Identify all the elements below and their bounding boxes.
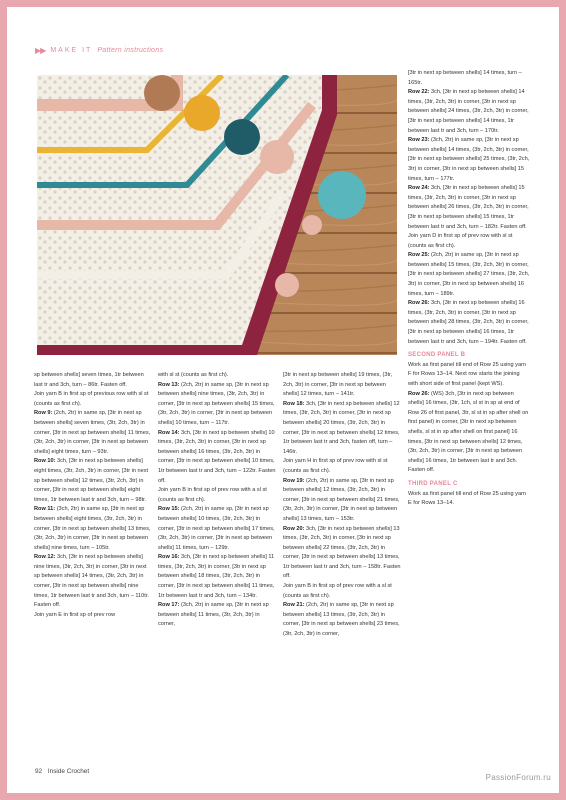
pattern-paragraph <box>34 371 152 390</box>
row-label: Row 17: <box>158 602 180 609</box>
row-text: (2ch, 2tr) in same sp, [3tr in next sp between shells] nine times, (3tr, 2ch, 3tr) in corner, [3tr in next sp between shells] 15 times, (3tr, 2ch, 3tr) in corner, [3tr in next sp between shells] 10 times, turn – 117tr. <box>158 381 275 426</box>
pattern-paragraph <box>158 505 276 553</box>
row-label: Row 14: <box>158 429 180 436</box>
page-header <box>35 43 163 57</box>
row-text: (2ch, 2tr) in same sp, [3tr in next sp between shells] seven times, (3tr, 2ch, 3tr) in corner, [3tr in next sp between shells] 11 times, (3tr, 2ch, 3tr) in corner, [3tr in next sp between shells] eight times, turn – 93tr. <box>34 410 151 455</box>
row-text: [3tr in next sp between shells] 14 times, turn – 165tr. <box>408 70 522 86</box>
section-heading: SECOND PANEL B <box>408 352 466 359</box>
row-text: 3ch, [3tr in next sp between shells] 15 times, (3tr, 2ch, 3tr) in corner, [3tr in next sp between shells] 26 times, (3tr, 2ch, 3tr) in corner, [3tr in next sp between shells] 15 times, 1tr between last tr and 3ch, turn – 182tr. Fasten off. <box>408 185 529 230</box>
pattern-paragraph <box>34 505 152 553</box>
blanket-illustration <box>37 75 397 355</box>
row-text: (3ch, 2tr) in same sp, [3tr in next sp between shells] eight times, (3tr, 2ch, 3tr) in corner, [3tr in next sp between shells] 13 times, (3tr, 2ch, 3tr) in corner, [3tr in next sp between shells] nine times, turn – 105tr. <box>34 506 151 551</box>
row-label: Row 26: <box>408 390 430 397</box>
pattern-paragraph <box>158 371 276 381</box>
row-text: with sl st (counts as first ch). <box>158 372 229 378</box>
row-text: 3ch, [3tr in next sp between shells] 16 times, (3tr, 2ch, 3tr) in corner, [3tr in next sp between shells] 28 times, (3tr, 2ch, 3tr) in corner, [3tr in next sp between shells] 16 times, 1tr between last tr and 3ch, turn – 194tr. Fasten off. <box>408 300 529 345</box>
row-label: Row 10: <box>34 458 56 465</box>
pattern-paragraph <box>283 525 401 583</box>
pattern-paragraph <box>158 381 276 429</box>
row-text: (2ch, 2tr) in same sp, [3tr in next sp between shells] 15 times, (3tr, 2ch, 3tr) in corner, [3tr in next sp between shells] 27 times, (3tr, 2ch, 3tr) in corner, [3tr in next sp between shells] 16 times, turn – 189tr. <box>408 252 530 297</box>
pattern-paragraph <box>158 486 276 505</box>
row-text: Join yarn E in first sp of prev row <box>34 611 116 618</box>
row-text: Join yarn B in first sp of previous row with sl st (counts as first ch). <box>34 391 149 407</box>
row-label: Row 24: <box>408 185 430 192</box>
pattern-paragraph <box>408 232 530 251</box>
pattern-paragraph <box>158 429 276 487</box>
row-label: Row 21: <box>283 602 305 609</box>
page-footer <box>35 768 89 775</box>
pattern-paragraph <box>408 299 530 347</box>
row-text: Join yarn B in first sp of prev row with a sl st (counts as first ch). <box>158 487 267 503</box>
pattern-paragraph <box>283 457 401 476</box>
pattern-paragraph <box>408 390 530 476</box>
pattern-paragraph <box>408 184 530 232</box>
row-label: Row 9: <box>34 410 53 417</box>
row-label: Row 26: <box>408 300 430 307</box>
pattern-paragraph <box>408 88 530 136</box>
pattern-paragraph <box>283 400 401 458</box>
row-text: 3ch, [3tr in next sp between shells] 14 times, (3tr, 2ch, 3tr) in corner, [3tr in next sp between shells] 24 times, (3tr, 2ch, 3tr) in corner, [3tr in next sp between shells] 14 times, 1tr between last tr and 3ch, turn – 170tr. <box>408 89 529 134</box>
pattern-paragraph <box>283 477 401 525</box>
row-text: (2ch, 2tr) in same sp, [3tr in next sp between shells] 12 times, (3tr, 2ch, 3tr) in corner, [3tr in next sp between shells] 21 times, (3tr, 2ch, 3tr) in corner, [3tr in next sp between shells] 13 times, turn – 153tr. <box>283 477 400 522</box>
row-text: 3ch, [3tr in next sp between shells] 13 times, (3tr, 2ch, 3tr) in corner, [3tr in next sp between shells] 22 times, (3tr, 2ch, 3tr) in corner, [3tr in next sp between shells] 13 times, 1tr between last tr and 3ch, turn – 158tr. Fasten off. <box>283 525 401 580</box>
row-text: (3ch, 2tr) in same sp, [3tr in next sp between shells] 11 times, (3tr, 2ch, 3tr) in corner, <box>158 602 269 628</box>
pattern-paragraph <box>408 69 530 88</box>
row-text: Join yarn B in first sp of prev row with a sl st (counts as first ch). <box>283 583 392 599</box>
row-label: Row 13: <box>158 381 180 388</box>
pattern-paragraph <box>283 601 401 639</box>
pattern-paragraph <box>34 390 152 409</box>
row-text: (3ch, 2tr) in same sp, [3tr in next sp between shells] 14 times, (3tr, 2ch, 3tr) in corner, [3tr in next sp between shells] 25 times, (3tr, 2ch, 3tr) in corner, [3tr in next sp between shells] 15 times, turn – 177tr. <box>408 137 530 182</box>
pattern-paragraph <box>408 490 530 509</box>
row-label: Row 15: <box>158 506 180 513</box>
double-arrow-icon: ▶▶ <box>35 45 46 55</box>
row-text: 3ch, [3tr in next sp between shells] nine times, (3tr, 2ch, 3tr) in corner, [3tr in next sp between shells] 14 times, (3tr, 2ch, 3tr) in corner, [3tr in next sp between shells] nine times, 1tr between last tr and 3ch, turn – 110tr. Fasten off. <box>34 554 149 609</box>
text-column-1 <box>34 371 152 620</box>
pattern-paragraph <box>408 361 530 390</box>
row-label: Row 18: <box>283 400 305 407</box>
row-label: Row 20: <box>283 525 305 532</box>
pattern-paragraph <box>408 136 530 184</box>
pattern-paragraph <box>283 582 401 601</box>
row-text: Work as first panel till end of Row 25 using yarn E for Rows 13–14. <box>408 490 527 507</box>
pattern-paragraph <box>34 553 152 611</box>
row-label: Row 25: <box>408 252 430 259</box>
pattern-paragraph <box>34 611 152 621</box>
magazine-name: Inside Crochet <box>47 768 90 775</box>
row-label: Row 11: <box>34 506 56 513</box>
row-text: [3tr in next sp between shells] 19 times, (3tr, 2ch, 3tr) in corner, [3tr in next sp between shells] 12 times, turn – 141tr. <box>283 372 393 398</box>
row-label: Row 23: <box>408 137 430 144</box>
text-column-3 <box>283 371 401 640</box>
header-title: MAKE IT <box>50 46 93 54</box>
row-label: Row 19: <box>283 477 305 484</box>
page-number: 92 <box>35 768 43 775</box>
header-subtitle: Pattern instructions <box>97 46 164 54</box>
text-column-4 <box>408 69 530 509</box>
pattern-paragraph <box>34 457 152 505</box>
row-text: sp between shells] seven times, 1tr between last tr and 3ch, turn – 86tr. Fasten off. <box>34 372 144 388</box>
pattern-paragraph <box>158 553 276 601</box>
text-column-2 <box>158 371 276 630</box>
row-text: 3ch, [3tr in next sp between shells] 12 times, (3tr, 2ch, 3tr) in corner, [3tr in next sp between shells] 20 times, (3tr, 2ch, 3tr) in corner, [3tr in next sp between shells] 12 times, 1tr between last tr and 3ch, fasten off, turn – 146tr. <box>283 400 400 455</box>
row-label: Row 16: <box>158 554 180 561</box>
row-label: Row 12: <box>34 554 56 561</box>
pattern-paragraph <box>408 251 530 299</box>
row-text: (WS) 3ch, [3tr in next sp between shells] 16 times, (3tr, 1ch, sl st in sp at end of Row 26 of first panel, 3tr, sl st in sp after shell on first panel) in corner, [3tr in next sp between shells, sl st in sp after shell on first panel] 16 times, [3tr in next sp between shells] 12 times, (3tr, 2ch, 3tr) in corner, [3tr in next sp between shells] 16 times, 1tr between last tr and 3ch. Fasten off. <box>408 390 529 474</box>
row-text: Join yarn D in first sp of prev row with sl st (counts as first ch). <box>408 233 513 249</box>
pattern-paragraph <box>283 371 401 400</box>
section-heading: THIRD PANEL C <box>408 480 458 487</box>
row-text: 3ch, [3tr in next sp between shells] 11 times, (3tr, 2ch, 3tr) in corner, [3tr in next sp between shells] 18 times, (3tr, 2ch, 3tr) in corner, [3tr in next sp between shells] 11 times, 1tr between last tr and 3ch, turn – 134tr. <box>158 554 275 599</box>
row-text: Join yarn H in first sp of prev row with sl st (counts as first ch). <box>283 458 388 474</box>
row-text: (2ch, 2tr) in same sp, [3tr in next sp between shells] 13 times, (3tr, 2ch, 3tr) in corner, [3tr in next sp between shells] 23 times, (3tr, 2ch, 3tr) in corner, <box>283 602 400 638</box>
row-label: Row 22: <box>408 89 430 96</box>
watermark: PassionForum.ru <box>485 773 551 782</box>
row-text: Work as first panel till end of Row 25 using yarn F for Rows 13–14. Next row starts the joining with short side of first panel (kept WS). <box>408 361 527 387</box>
crochet-blanket-photo <box>37 75 397 355</box>
pattern-paragraph <box>34 409 152 457</box>
row-text: 3ch, [3tr in next sp between shells] 10 times, (3tr, 2ch, 3tr) in corner, [3tr in next sp between shells] 16 times, (3tr, 2ch, 3tr) in corner, [3tr in next sp between shells] 10 times, 1tr between last tr and 3ch, turn – 122tr. Fasten off. <box>158 429 276 484</box>
row-text: (2ch, 2tr) in same sp, [3tr in next sp between shells] 10 times, (3tr, 2ch, 3tr) in corner, [3tr in next sp between shells] 17 times, (3tr, 2ch, 3tr) in corner, [3tr in next sp between shells] 11 times, turn – 129tr. <box>158 506 275 551</box>
row-text: 3ch, [3tr in next sp between shells] eight times, (3tr, 2ch, 3tr) in corner, [3tr in next sp between shells] 12 times, (3tr, 2ch, 3tr) in corner, [3tr in next sp between shells] eight times, 1tr between last tr and 3ch, turn – 98tr. <box>34 458 149 503</box>
pattern-paragraph <box>158 601 276 630</box>
